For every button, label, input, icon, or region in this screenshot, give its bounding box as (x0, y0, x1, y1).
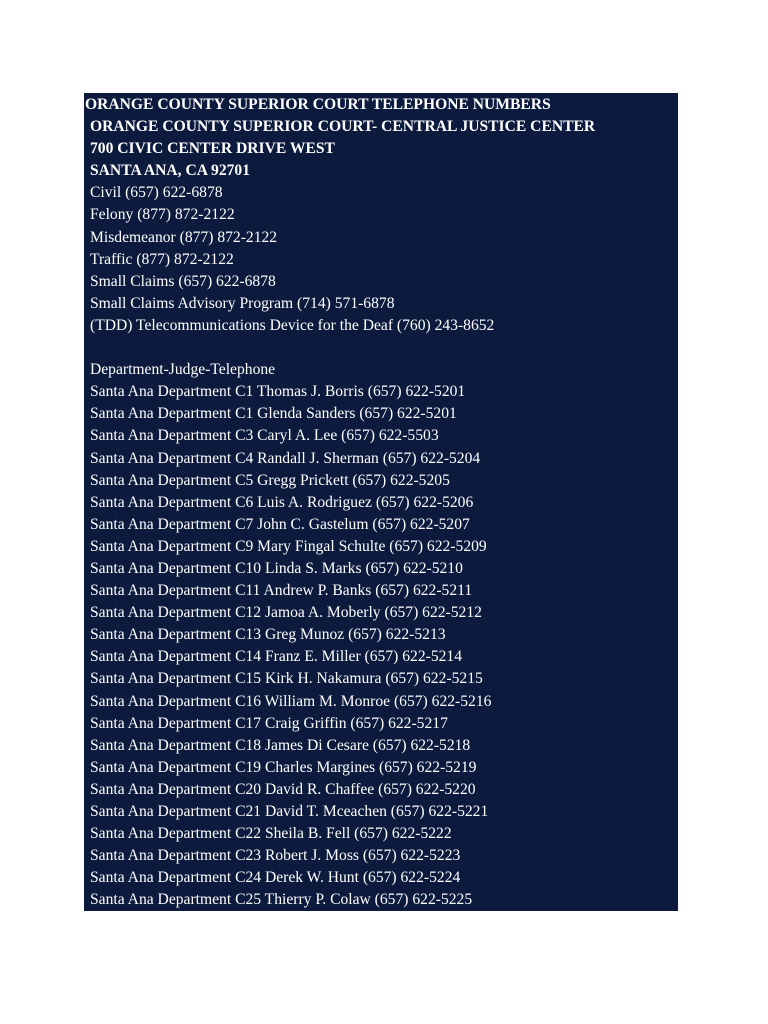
department-line: Santa Ana Department C5 Gregg Prickett (657) 622-5205 (90, 471, 450, 489)
department-line: Santa Ana Department C10 Linda S. Marks (657) 622-5210 (90, 559, 463, 577)
department-line: Santa Ana Department C20 David R. Chaffee (657) 622-5220 (90, 780, 476, 798)
department-line: Santa Ana Department C22 Sheila B. Fell (657) 622-5222 (90, 825, 452, 843)
phone-line-tdd: (TDD) Telecommunications Device for the Deaf (760) 243-8652 (90, 316, 495, 334)
city-state-zip-line: SANTA ANA, CA 92701 (90, 162, 251, 180)
department-line: Santa Ana Department C14 Franz E. Miller (657) 622-5214 (90, 648, 463, 666)
department-line: Santa Ana Department C4 Randall J. Sherman (657) 622-5204 (90, 449, 481, 467)
phone-line-small-claims-advisory: Small Claims Advisory Program (714) 571-6878 (90, 294, 395, 312)
department-line: Santa Ana Department C9 Mary Fingal Schulte (657) 622-5209 (90, 537, 487, 555)
department-line: Santa Ana Department C21 David T. Mceachen (657) 622-5221 (90, 803, 489, 820)
street-address-line: 700 CIVIC CENTER DRIVE WEST (90, 140, 335, 158)
department-line: Santa Ana Department C16 William M. Monroe (657) 622-5216 (90, 692, 492, 710)
department-line: Santa Ana Department C11 Andrew P. Banks (657) 622-5211 (90, 582, 473, 600)
department-line: Santa Ana Department C19 Charles Margines (657) 622-5219 (90, 758, 477, 776)
phone-line-civil: Civil (657) 622-6878 (90, 184, 223, 202)
section-heading: Department-Judge-Telephone (90, 361, 276, 379)
court-directory-document (84, 93, 678, 911)
phone-line-small-claims: Small Claims (657) 622-6878 (90, 272, 276, 290)
blank-line-spacer (84, 337, 678, 359)
general-phone-list (84, 182, 678, 337)
department-line: Santa Ana Department C23 Robert J. Moss (657) 622-5223 (90, 847, 461, 865)
department-line: Santa Ana Department C6 Luis A. Rodriguez (657) 622-5206 (90, 493, 474, 511)
department-line: Santa Ana Department C3 Caryl A. Lee (657) 622-5503 (90, 427, 439, 445)
department-line: Santa Ana Department C1 Glenda Sanders (657) 622-5201 (90, 405, 457, 423)
department-line: Santa Ana Department C7 John C. Gastelum (657) 622-5207 (90, 515, 470, 533)
court-address-block (84, 116, 678, 182)
department-line: Santa Ana Department C1 Thomas J. Borris (657) 622-5201 (90, 383, 466, 401)
phone-line-misdemeanor: Misdemeanor (877) 872-2122 (90, 228, 278, 246)
phone-line-traffic: Traffic (877) 872-2122 (90, 250, 234, 268)
phone-line-felony: Felony (877) 872-2122 (90, 206, 235, 224)
department-line: Santa Ana Department C24 Derek W. Hunt (657) 622-5224 (90, 869, 461, 887)
court-name-line: ORANGE COUNTY SUPERIOR COURT- CENTRAL JUSTICE CENTER (90, 118, 596, 136)
department-line: Santa Ana Department C18 James Di Cesare (657) 622-5218 (90, 736, 471, 754)
department-line: Santa Ana Department C17 Craig Griffin (657) 622-5217 (90, 714, 448, 732)
department-line: Santa Ana Department C12 Jamoa A. Moberly (657) 622-5212 (90, 604, 482, 622)
department-line: Santa Ana Department C13 Greg Munoz (657) 622-5213 (90, 626, 446, 644)
department-list (84, 381, 678, 911)
department-line: Santa Ana Department C25 Thierry P. Colaw (657) 622-5225 (90, 891, 473, 909)
document-title: ORANGE COUNTY SUPERIOR COURT TELEPHONE NUMBERS (85, 96, 551, 113)
department-line: Santa Ana Department C15 Kirk H. Nakamura (657) 622-5215 (90, 670, 483, 688)
